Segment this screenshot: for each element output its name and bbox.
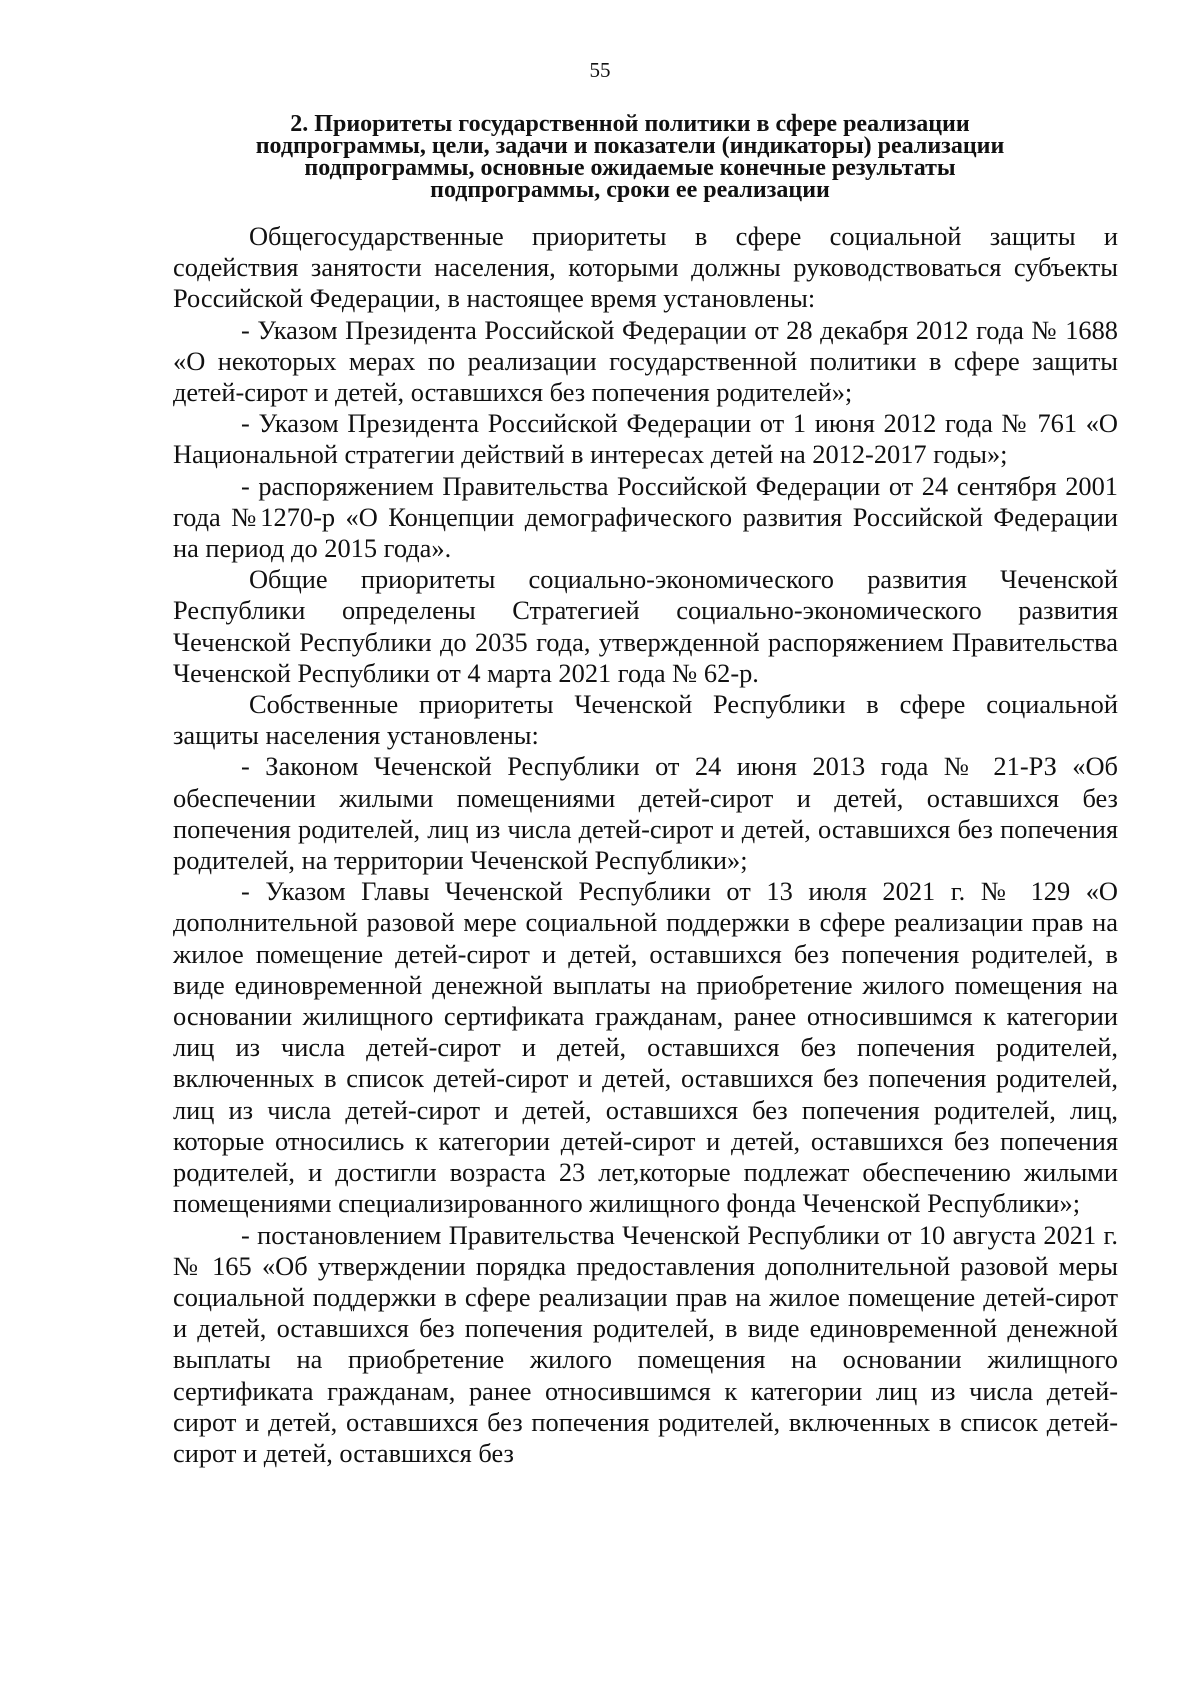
list-item-order-1270r: - распоряжением Правительства Российской Федерации от 24 сентября 2001 года №1270-р «О Концепции демографического развития Российской Федерации на период до 2015 года». [173,470,1118,564]
paragraph-regional-strategy: Общие приоритеты социально-экономического развития Чеченской Республики определены Стратегией социально-экономического развития Чеченской Республики до 2035 года, утвержденной распоряжением Правительства Чеченской Республики от 4 марта 2021 года № 62-р. [173,564,1118,688]
list-item-decree-129: - Указом Главы Чеченской Республики от 13 июля 2021 г. № 129 «О дополнительной разовой мере социальной поддержки в сфере реализации прав на жилое помещение детей-сирот и детей, оставшихся без попечения родителей, в виде единовременной денежной выплаты на приобретение жилого помещения на основании жилищного сертификата гражданам, ранее относившимся к категории лиц из числа детей-сирот и детей, оставшихся без попечения родителей, включенных в список детей-сирот и детей, оставшихся без попечения родителей, лиц из числа детей-сирот и детей, оставшихся без попечения родителей, лиц, которые относились к категории детей-сирот и детей, оставшихся без попечения родителей, и достигли возраста 23 лет,которые подлежат обеспечению жилыми помещениями специализированного жилищного фонда Чеченской Республики»; [173,876,1118,1219]
section-heading-line: подпрограммы, цели, задачи и показатели (индикаторы) реализации [255,133,1005,159]
section-heading [190,113,1070,201]
section-heading-line: подпрограммы, основные ожидаемые конечные результаты [304,155,956,181]
list-item-resolution-165: - постановлением Правительства Чеченской Республики от 10 августа 2021 г. № 165 «Об утверждении порядка предоставления дополнительной разовой меры социальной поддержки в сфере реализации прав на жилое помещение детей-сирот и детей, оставшихся без попечения родителей, в виде единовременной денежной выплаты на приобретение жилого помещения на основании жилищного сертификата гражданам, ранее относившимся к категории лиц из числа детей-сирот и детей, оставшихся без попечения родителей, включенных в список детей-сирот и детей, оставшихся без [173,1219,1118,1468]
list-item-law-21rz: - Законом Чеченской Республики от 24 июня 2013 года № 21-РЗ «Об обеспечении жилыми помещениями детей-сирот и детей, оставшихся без попечения родителей, лиц из числа детей-сирот и детей, оставшихся без попечения родителей, на территории Чеченской Республики»; [173,751,1118,876]
paragraph-federal-priorities: Общегосударственные приоритеты в сфере социальной защиты и содействия занятости населения, которыми должны руководствоваться субъекты Российской Федерации, в настоящее время установлены: [173,221,1118,314]
list-item-decree-1688: - Указом Президента Российской Федерации от 28 декабря 2012 года № 1688 «О некоторых мерах по реализации государственной политики в сфере защиты детей-сирот и детей, оставшихся без попечения родителей»; [173,314,1118,408]
section-heading-line: 2. Приоритеты государственной политики в сфере реализации [290,111,970,137]
paragraph-own-priorities: Собственные приоритеты Чеченской Республики в сфере социальной защиты населения установлены: [173,689,1118,751]
body-text [173,221,1118,1469]
section-heading-line: подпрограммы, сроки ее реализации [430,177,830,203]
page-number: 55 [589,58,611,82]
list-item-decree-761: - Указом Президента Российской Федерации от 1 июня 2012 года № 761 «О Национальной стратегии действий в интересах детей на 2012-2017 годы»; [173,408,1118,470]
